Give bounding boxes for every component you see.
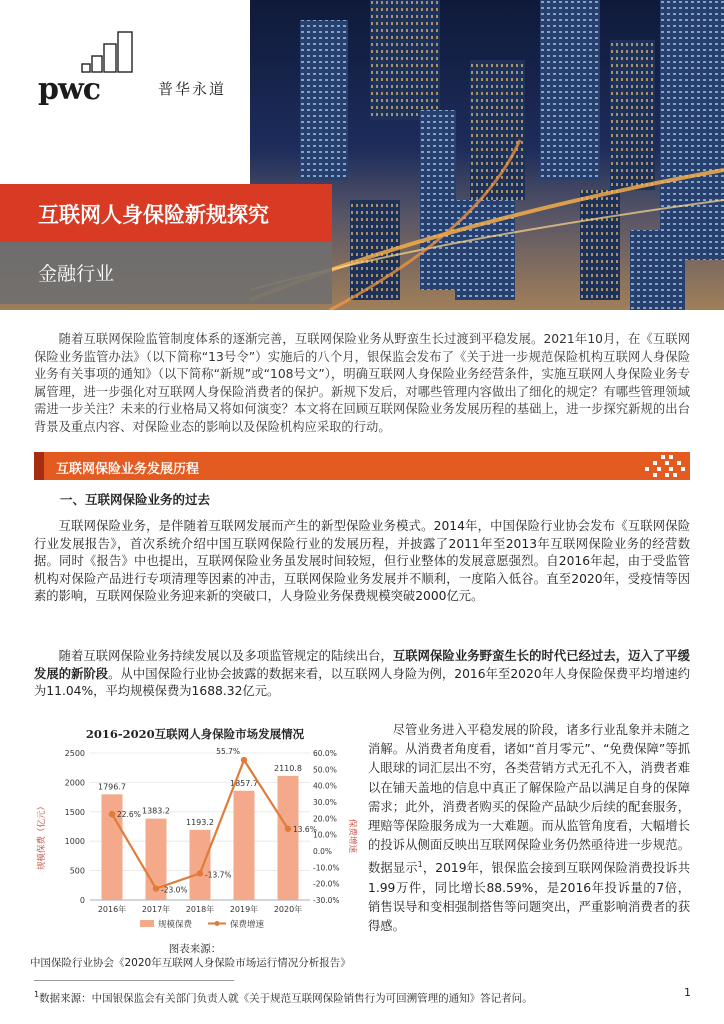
highlight-text: 互联网保险业务野蛮生长的时代已经过去，迈入了平缓发展的新阶段 (34, 649, 690, 681)
line-value-label: -23.0% (161, 885, 188, 895)
x-tick-label: 2018年 (185, 905, 215, 914)
page-title: 互联网人身保险新规探究 (38, 203, 269, 227)
line-point (197, 870, 203, 876)
y2-tick-label: 30.0% (313, 798, 337, 807)
intro-paragraph: 随着互联网保险监管制度体系的逐渐完善，互联网保险业务从野蛮生长过渡到平稳发展。2021年10月，在《互联网保险业务监管办法》（以下简称“13号令”）实施后的八个月，银保监会发布了《关于进一步规范保险机构互联网人身保险业务有关事项的通知》（以下简称“新规”或“108号文”），明确互联网人身保险业务经营条件，实施互联网人身保险业务专属管理，进一步强化对互联网人身保险消费者的保护。新规下发后，对哪些管理内容做出了细化的规定？有哪些管理领域需进一步关注？未来的行业格局又将如何演变？本文将在回顾互联网保险业务发展历程的基础上，进一步探究新规的出台背景及重点内容、对保险业态的影响以及保险机构应采取的行动。 (34, 332, 690, 434)
legend-label-line: 保费增速 (230, 920, 265, 930)
bar (190, 830, 211, 900)
line-value-label: 13.6% (293, 824, 317, 834)
bar-value-label: 1857.7 (230, 778, 258, 788)
x-tick-label: 2019年 (229, 905, 259, 914)
y2-tick-label: 40.0% (313, 781, 337, 791)
body-paragraph-1: 互联网保险业务，是伴随着互联网发展而产生的新型保险业务模式。2014年，中国保险行业协会发布《互联网保险行业发展报告》，首次系统介绍中国互联网保险行业的发展历程，并披露了2011年至2013年互联网保险业务的经营数据。同时《报告》中也提出，互联网保险业务虽发展时间较短，但行业整体的发展意愿强烈。自2016年起，由于受监管机构对保险产品进行专项清理等因素的冲击，互联网保险业务发展并不顺利，一度陷入低谷。直至2020年，受疫情等因素的影响，互联网保险业务迎来新的突破口，人身险业务保费规模突破2000亿元。 (34, 519, 691, 603)
y-tick-label: 1500 (64, 807, 85, 817)
body-paragraph-2: 随着互联网保险业务持续发展以及多项监管规定的陆续出台，互联网保险业务野蛮生长的时代已经过去，迈入了平缓发展的新阶段。从中国保险行业协会披露的数据来看，以互联网人身险为例，2016年至2020年人身保险保费平均增速约为11.04%，平均规模保费为1688.32亿元。 (34, 649, 690, 698)
y2-axis-label: 保费增速 (347, 818, 357, 854)
page-number: 1 (684, 986, 691, 999)
legend-swatch-bar (140, 920, 154, 927)
footnote-divider (34, 980, 234, 981)
y2-tick-label: -30.0% (313, 896, 340, 905)
line-point (285, 826, 291, 832)
line-point (109, 811, 115, 817)
line-point (241, 757, 247, 763)
y2-tick-label: 20.0% (313, 814, 337, 824)
x-tick-label: 2017年 (141, 905, 171, 914)
y2-tick-label: -20.0% (313, 879, 340, 889)
page-subtitle: 金融行业 (38, 263, 115, 285)
y2-tick-label: -10.0% (313, 863, 340, 873)
y2-tick-label: 0.0% (313, 847, 333, 856)
chart-source-text: 中国保险行业协会《2020年互联网人身保险市场运行情况分析报告》 (30, 957, 351, 969)
section-header-accent (34, 452, 44, 480)
bar-value-label: 1383.2 (142, 806, 170, 816)
y-tick-label: 2500 (64, 749, 85, 758)
y-tick-label: 1000 (64, 837, 85, 847)
line-value-label: 55.7% (216, 747, 240, 757)
chart-source-label: 图表来源： (168, 943, 222, 955)
y2-tick-label: 60.0% (313, 749, 337, 758)
brand-name-cn: 普华永道 (158, 80, 227, 98)
pwc-logo-text: pwc (38, 72, 101, 107)
x-tick-label: 2020年 (273, 905, 303, 914)
chart-title: 2016-2020互联网人身保险市场发展情况 (85, 727, 305, 741)
line-value-label: -13.7% (205, 870, 232, 880)
section-title: 互联网保险业务发展历程 (56, 462, 200, 477)
footnote-ref: 1 (417, 860, 423, 870)
bar-value-label: 2110.8 (274, 763, 302, 773)
bar (234, 791, 255, 900)
legend-label-bar: 规模保费 (158, 920, 193, 930)
body-paragraph-3: 尽管业务进入平稳发展的阶段，诸多行业乱象并未随之消解。从消费者角度看，诸如“首月零元”、“免费保障”等抓人眼球的词汇层出不穷，各类营销方式无孔不入，消费者难以在铺天盖地的信息中真正了解保险产品以满足自身的保障需求；此外，消费者购买的保险产品缺少后续的配套服务，理赔等保险服务成为一大难题。而从监管角度看，大幅增长的投诉从侧面反映出互联网保险业务仍然亟待进一步规范。数据显示$^1$，2019年，银保监会接到互联网保险消费投诉共1.99万件，同比增长88.59%，是2016年投诉量的7倍，销售误导和变相强制搭售等问题突出，严重影响消费者的获得感。 (368, 723, 690, 934)
pixel-dots-icon (643, 455, 687, 479)
line-point (153, 885, 159, 891)
y2-tick-label: 50.0% (313, 765, 337, 775)
subsection-heading: 一、互联网保险业务的过去 (60, 492, 211, 507)
y-tick-label: 0 (79, 896, 85, 905)
y-tick-label: 500 (69, 866, 85, 876)
x-tick-label: 2016年 (97, 905, 127, 914)
footnote: $^1$数据来源：中国银保监会有关部门负责人就《关于规范互联网保险销售行为可回溯管理的通知》答记者问。 (34, 990, 533, 1005)
bar (278, 776, 299, 900)
y-tick-label: 2000 (64, 778, 85, 788)
y-axis-label: 规模保费（亿元） (37, 801, 47, 871)
bar-value-label: 1796.7 (98, 782, 126, 792)
bar-value-label: 1193.2 (186, 817, 214, 827)
pwc-logo-icon (80, 28, 140, 76)
line-value-label: 22.6% (117, 810, 141, 820)
market-chart (30, 716, 360, 940)
y2-tick-label: 10.0% (313, 830, 337, 840)
logo-panel (0, 0, 250, 184)
